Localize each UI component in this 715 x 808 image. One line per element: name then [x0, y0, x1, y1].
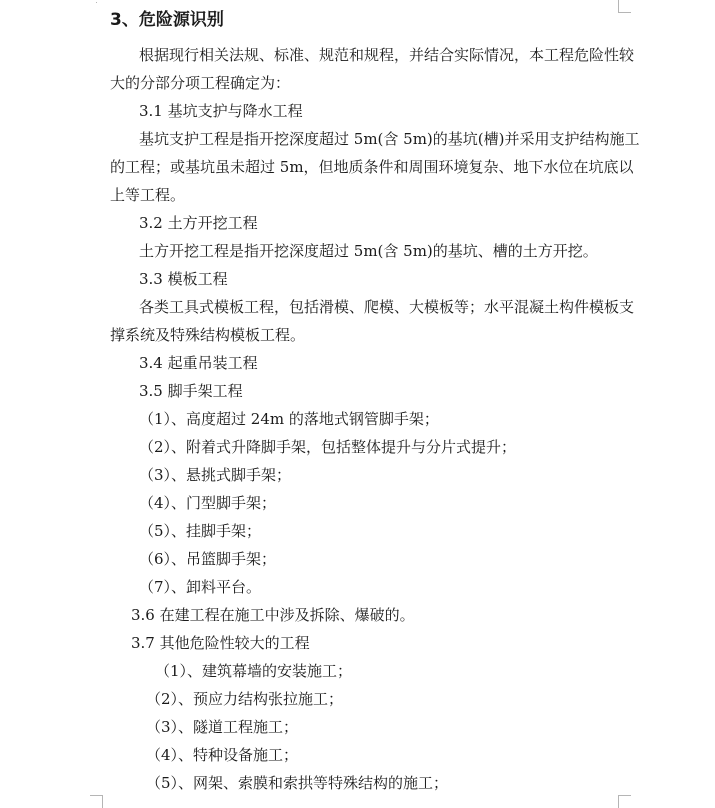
- list-item: （7）、卸料平台。: [139, 578, 262, 596]
- subsection-title: 3.2 土方开挖工程: [139, 214, 258, 232]
- paragraph-line: 土方开挖工程是指开挖深度超过 5m(含 5m)的基坑、槽的土方开挖。: [139, 242, 598, 260]
- margin-corner-mark: [96, 2, 97, 3]
- intro-paragraph-line: 大的分部分项工程确定为：: [110, 74, 291, 92]
- section-heading: 3、危险源识别: [110, 10, 224, 30]
- subsection-title: 3.1 基坑支护与降水工程: [139, 102, 303, 120]
- subsection-title: 3.5 脚手架工程: [139, 382, 243, 400]
- list-item: （3）、悬挑式脚手架；: [139, 466, 292, 484]
- margin-corner-mark: [618, 795, 631, 808]
- margin-corner-mark: [90, 795, 103, 808]
- subsection-title: 3.3 模板工程: [139, 270, 228, 288]
- margin-corner-mark: [618, 0, 631, 13]
- subsection-title: 3.4 起重吊装工程: [139, 354, 258, 372]
- list-item: （6）、吊篮脚手架；: [139, 550, 277, 568]
- paragraph-line: 上等工程。: [110, 186, 186, 204]
- list-item: （5）、网架、索膜和索拱等特殊结构的施工；: [146, 774, 449, 792]
- intro-paragraph-line: 根据现行相关法规、标准、规范和规程，并结合实际情况，本工程危险性较: [139, 46, 635, 64]
- subsection-title: 3.7 其他危险性较大的工程: [131, 634, 310, 652]
- list-item: （1）、建筑幕墙的安装施工；: [155, 662, 353, 680]
- paragraph-line: 基坑支护工程是指开挖深度超过 5m(含 5m)的基坑(槽)并采用支护结构施工: [139, 130, 640, 148]
- list-item: （3）、隧道工程施工；: [146, 718, 299, 736]
- list-item: （1）、高度超过 24m 的落地式钢管脚手架；: [139, 410, 439, 428]
- subsection-title: 3.6 在建工程在施工中涉及拆除、爆破的。: [131, 606, 415, 624]
- list-item: （4）、门型脚手架；: [139, 494, 277, 512]
- list-item: （2）、预应力结构张拉施工；: [146, 690, 344, 708]
- paragraph-line: 撑系统及特殊结构模板工程。: [110, 326, 306, 344]
- list-item: （5）、挂脚手架；: [139, 522, 262, 540]
- list-item: （2）、附着式升降脚手架，包括整体提升与分片式提升；: [139, 438, 517, 456]
- paragraph-line: 的工程；或基坑虽未超过 5m，但地质条件和周围环境复杂、地下水位在坑底以: [110, 158, 634, 176]
- paragraph-line: 各类工具式模板工程，包括滑模、爬模、大模板等；水平混凝土构件模板支: [139, 298, 635, 316]
- list-item: （4）、特种设备施工；: [146, 746, 299, 764]
